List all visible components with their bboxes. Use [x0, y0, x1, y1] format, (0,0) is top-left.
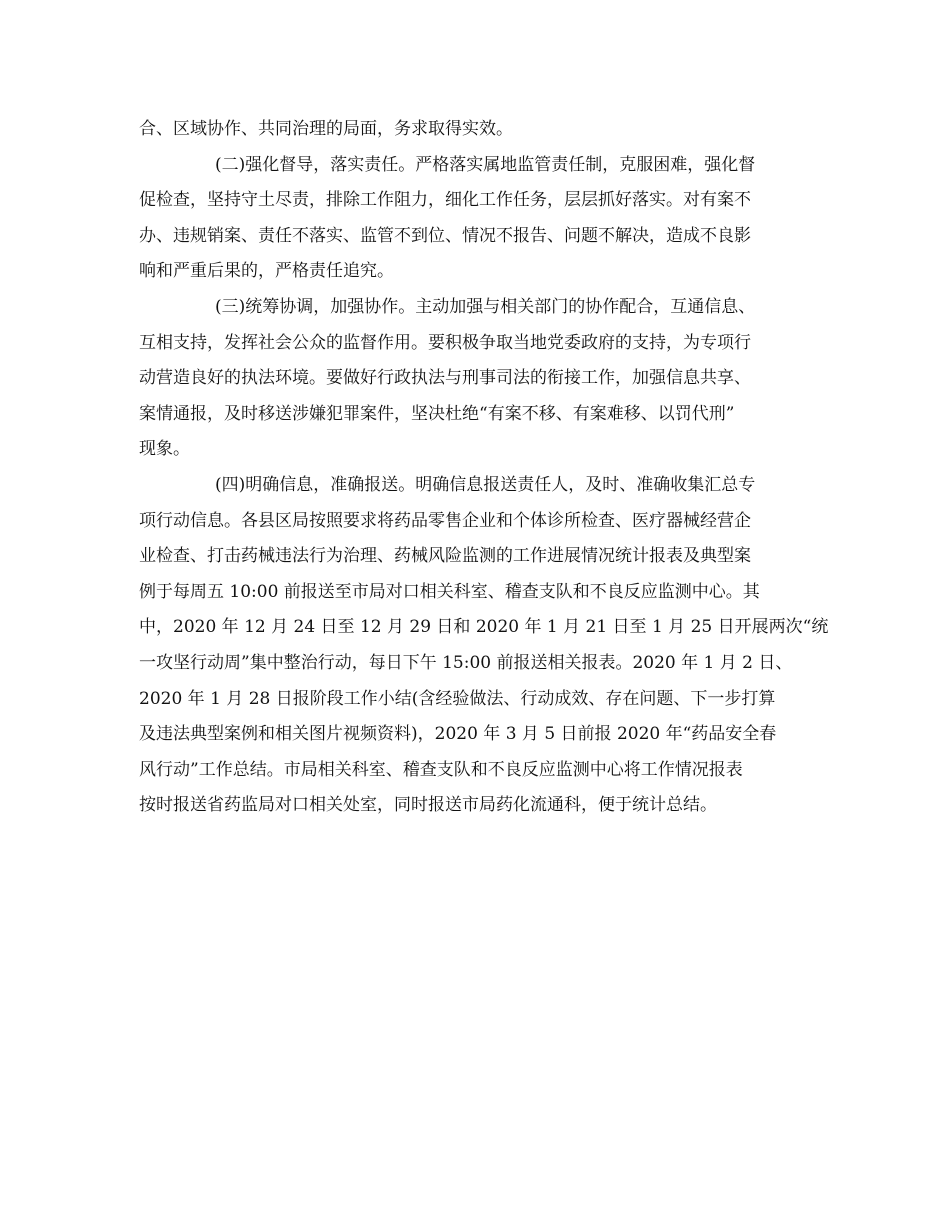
text-line: 中，2020 年 12 月 24 日至 12 月 29 日和 2020 年 1 月 21 日至 1 月 25 日开展两次“统: [139, 617, 829, 638]
text-line: 互相支持，发挥社会公众的监督作用。要积极争取当地党委政府的支持，为专项行: [139, 332, 751, 353]
text-line: 风行动”工作总结。市局相关科室、稽查支队和不良反应监测中心将工作情况报表: [139, 759, 743, 780]
text-line: 及违法典型案例和相关图片视频资料)，2020 年 3 月 5 日前报 2020 年“药品安全春: [139, 724, 777, 745]
section-heading-line: (二)强化督导，落实责任。严格落实属地监管责任制，克服困难，强化督: [215, 154, 756, 175]
section-heading-line: (四)明确信息，准确报送。明确信息报送责任人，及时、准确收集汇总专: [215, 474, 756, 495]
document-body: [139, 112, 829, 824]
text-line: 一攻坚行动周”集中整治行动，每日下午 15:00 前报送相关报表。2020 年 1 月 2 日、: [139, 652, 793, 673]
text-line: 案情通报，及时移送涉嫌犯罪案件，坚决杜绝“有案不移、有案难移、以罚代刑”: [139, 403, 735, 424]
section-heading-line: (三)统筹协调，加强协作。主动加强与相关部门的协作配合，互通信息、: [215, 296, 756, 317]
text-line: 项行动信息。各县区局按照要求将药品零售企业和个体诊所检查、医疗器械经营企: [139, 510, 751, 531]
text-line: 业检查、打击药械违法行为治理、药械风险监测的工作进展情况统计报表及典型案: [139, 546, 751, 567]
text-line: 2020 年 1 月 28 日报阶段工作小结(含经验做法、行动成效、存在问题、下一步打算: [139, 688, 776, 709]
text-line: 例于每周五 10:00 前报送至市局对口相关科室、稽查支队和不良反应监测中心。其: [139, 581, 760, 602]
text-line: 动营造良好的执法环境。要做好行政执法与刑事司法的衔接工作，加强信息共享、: [139, 368, 751, 389]
text-line: 办、违规销案、责任不落实、监管不到位、情况不报告、问题不解决，造成不良影: [139, 225, 751, 246]
text-line: 促检查，坚持守土尽责，排除工作阻力，细化工作任务，层层抓好落实。对有案不: [139, 190, 751, 211]
text-line: 现象。: [139, 439, 190, 460]
text-line: 响和严重后果的，严格责任追究。: [139, 261, 394, 282]
text-line: 按时报送省药监局对口相关处室，同时报送市局药化流通科，便于统计总结。: [139, 795, 717, 816]
text-line: 合、区域协作、共同治理的局面，务求取得实效。: [139, 119, 513, 139]
